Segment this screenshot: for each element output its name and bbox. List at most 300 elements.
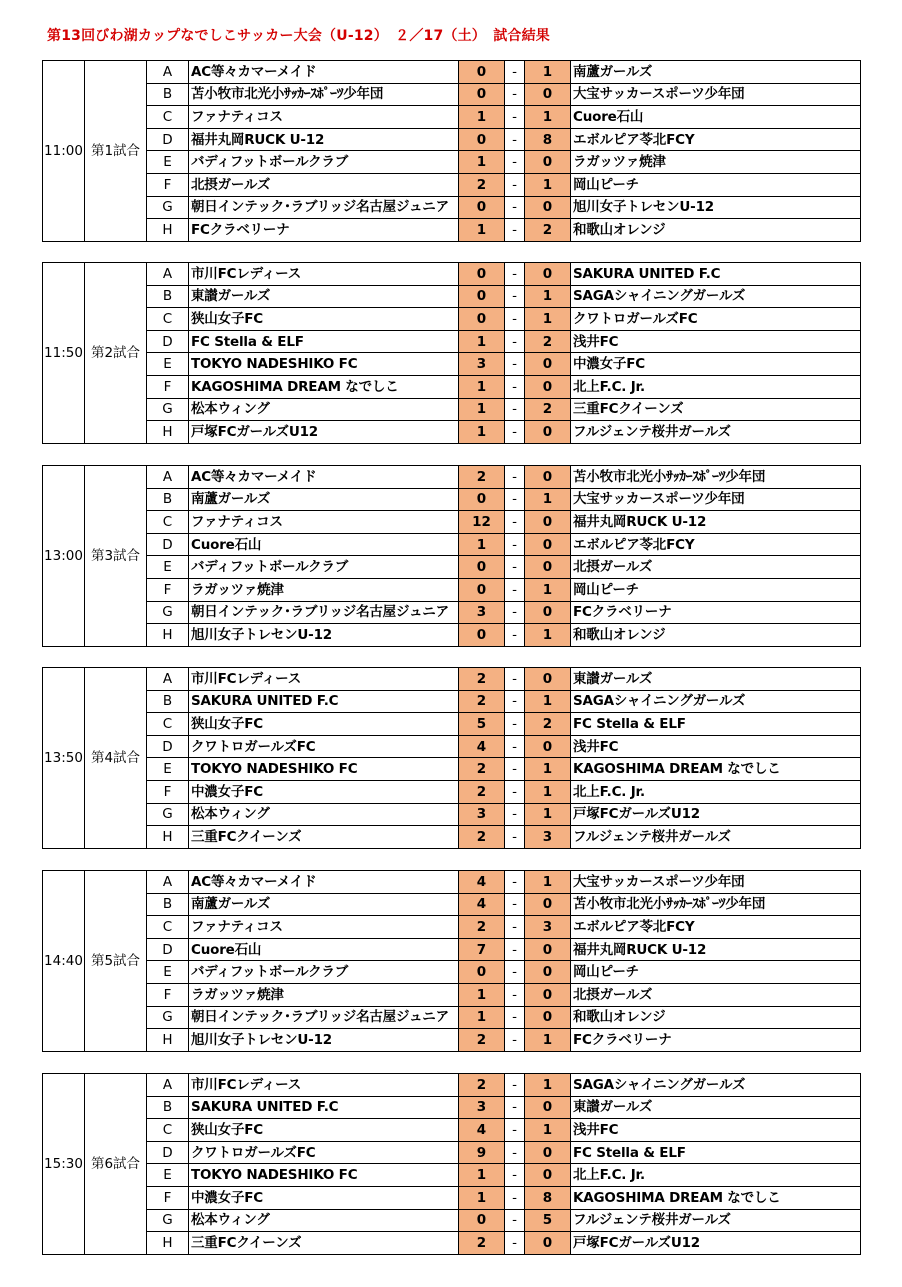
away-score: 1 [525, 758, 571, 781]
round-label: 第1試合 [85, 61, 147, 242]
match-row [43, 173, 861, 196]
score-separator: - [505, 1096, 525, 1119]
group-letter: E [147, 758, 189, 781]
home-score: 1 [459, 1164, 505, 1187]
away-team: 戸塚FCガールズU12 [571, 1232, 861, 1255]
score-separator: - [505, 1006, 525, 1029]
home-score: 0 [459, 128, 505, 151]
group-letter: F [147, 578, 189, 601]
match-row [43, 1119, 861, 1142]
away-score: 1 [525, 488, 571, 511]
away-team: 大宝サッカースポーツ少年団 [571, 83, 861, 106]
match-row [43, 375, 861, 398]
home-score: 2 [459, 1232, 505, 1255]
home-team: 朝日インテック･ラブリッジ名古屋ジュニア [189, 601, 459, 624]
score-separator: - [505, 263, 525, 286]
home-score: 2 [459, 758, 505, 781]
kickoff-time: 14:40 [43, 871, 85, 1052]
home-score: 0 [459, 1209, 505, 1232]
score-separator: - [505, 353, 525, 376]
group-letter: D [147, 1141, 189, 1164]
home-team: 中濃女子FC [189, 780, 459, 803]
round-table [42, 465, 861, 647]
away-score: 0 [525, 735, 571, 758]
home-team: 三重FCクイーンズ [189, 1232, 459, 1255]
home-team: 苫小牧市北光小ｻｯｶｰｽﾎﾟｰﾂ少年団 [189, 83, 459, 106]
away-score: 1 [525, 578, 571, 601]
score-separator: - [505, 578, 525, 601]
match-row [43, 556, 861, 579]
away-team: 苫小牧市北光小ｻｯｶｰｽﾎﾟｰﾂ少年団 [571, 893, 861, 916]
away-team: FCクラベリーナ [571, 601, 861, 624]
away-team: エボルピア苓北FCY [571, 533, 861, 556]
group-letter: F [147, 375, 189, 398]
match-row [43, 803, 861, 826]
away-score: 1 [525, 624, 571, 647]
away-score: 1 [525, 106, 571, 129]
away-score: 1 [525, 1119, 571, 1142]
group-letter: C [147, 713, 189, 736]
away-team: KAGOSHIMA DREAM なでしこ [571, 1186, 861, 1209]
away-team: エボルピア苓北FCY [571, 916, 861, 939]
home-team: 旭川女子トレセンU-12 [189, 1029, 459, 1052]
away-score: 2 [525, 713, 571, 736]
match-row [43, 713, 861, 736]
away-team: SAKURA UNITED F.C [571, 263, 861, 286]
away-score: 0 [525, 556, 571, 579]
home-team: ファナティコス [189, 106, 459, 129]
score-separator: - [505, 61, 525, 84]
home-team: 福井丸岡RUCK U-12 [189, 128, 459, 151]
away-score: 1 [525, 1074, 571, 1097]
away-score: 8 [525, 128, 571, 151]
away-team: 戸塚FCガールズU12 [571, 803, 861, 826]
away-team: SAGAシャイニングガールズ [571, 285, 861, 308]
home-score: 0 [459, 285, 505, 308]
match-row [43, 488, 861, 511]
score-separator: - [505, 1164, 525, 1187]
match-row [43, 353, 861, 376]
round-label: 第4試合 [85, 668, 147, 849]
away-team: 浅井FC [571, 1119, 861, 1142]
match-row [43, 285, 861, 308]
away-score: 3 [525, 916, 571, 939]
score-separator: - [505, 735, 525, 758]
home-score: 2 [459, 916, 505, 939]
home-score: 0 [459, 83, 505, 106]
match-row [43, 151, 861, 174]
away-score: 1 [525, 308, 571, 331]
group-letter: B [147, 690, 189, 713]
home-score: 2 [459, 668, 505, 691]
away-score: 1 [525, 1029, 571, 1052]
away-team: Cuore石山 [571, 106, 861, 129]
score-separator: - [505, 466, 525, 489]
home-score: 1 [459, 983, 505, 1006]
home-score: 1 [459, 106, 505, 129]
group-letter: B [147, 83, 189, 106]
score-separator: - [505, 1119, 525, 1142]
away-team: 浅井FC [571, 330, 861, 353]
group-letter: H [147, 421, 189, 444]
away-team: 中濃女子FC [571, 353, 861, 376]
away-team: フルジェンテ桜井ガールズ [571, 826, 861, 849]
score-separator: - [505, 488, 525, 511]
home-score: 1 [459, 375, 505, 398]
home-team: TOKYO NADESHIKO FC [189, 353, 459, 376]
score-separator: - [505, 375, 525, 398]
away-team: 北上F.C. Jr. [571, 375, 861, 398]
group-letter: G [147, 196, 189, 219]
match-row [43, 758, 861, 781]
home-team: FC Stella & ELF [189, 330, 459, 353]
match-row [43, 1164, 861, 1187]
group-letter: H [147, 624, 189, 647]
match-row [43, 916, 861, 939]
home-team: 三重FCクイーンズ [189, 826, 459, 849]
away-score: 1 [525, 285, 571, 308]
match-row [43, 780, 861, 803]
group-letter: D [147, 735, 189, 758]
away-team: 岡山ピーチ [571, 961, 861, 984]
match-row [43, 1232, 861, 1255]
group-letter: A [147, 1074, 189, 1097]
score-separator: - [505, 83, 525, 106]
match-row [43, 893, 861, 916]
group-letter: G [147, 601, 189, 624]
home-team: バディフットボールクラブ [189, 961, 459, 984]
score-separator: - [505, 285, 525, 308]
home-team: 市川FCレディース [189, 668, 459, 691]
home-team: 南蘆ガールズ [189, 893, 459, 916]
home-team: Cuore石山 [189, 533, 459, 556]
group-letter: G [147, 1209, 189, 1232]
home-team: 北摂ガールズ [189, 173, 459, 196]
home-team: FCクラベリーナ [189, 219, 459, 242]
score-separator: - [505, 196, 525, 219]
group-letter: D [147, 330, 189, 353]
home-score: 0 [459, 488, 505, 511]
group-letter: H [147, 826, 189, 849]
home-team: 市川FCレディース [189, 263, 459, 286]
away-score: 0 [525, 1006, 571, 1029]
home-team: 松本ウィング [189, 1209, 459, 1232]
group-letter: E [147, 1164, 189, 1187]
score-separator: - [505, 1232, 525, 1255]
home-team: クワトロガールズFC [189, 735, 459, 758]
score-separator: - [505, 1186, 525, 1209]
round-table [42, 60, 861, 242]
match-row [43, 961, 861, 984]
score-separator: - [505, 690, 525, 713]
score-separator: - [505, 173, 525, 196]
home-score: 4 [459, 735, 505, 758]
match-row [43, 1074, 861, 1097]
home-score: 2 [459, 173, 505, 196]
score-separator: - [505, 871, 525, 894]
group-letter: G [147, 398, 189, 421]
match-row [43, 624, 861, 647]
away-score: 2 [525, 330, 571, 353]
home-team: ファナティコス [189, 916, 459, 939]
score-separator: - [505, 533, 525, 556]
group-letter: C [147, 1119, 189, 1142]
match-row [43, 466, 861, 489]
away-team: FCクラベリーナ [571, 1029, 861, 1052]
match-row [43, 263, 861, 286]
away-team: 和歌山オレンジ [571, 624, 861, 647]
away-team: 福井丸岡RUCK U-12 [571, 938, 861, 961]
away-team: 東讃ガールズ [571, 1096, 861, 1119]
away-team: 苫小牧市北光小ｻｯｶｰｽﾎﾟｰﾂ少年団 [571, 466, 861, 489]
away-team: クワトロガールズFC [571, 308, 861, 331]
match-row [43, 871, 861, 894]
round-table [42, 870, 861, 1052]
away-score: 0 [525, 375, 571, 398]
away-score: 0 [525, 668, 571, 691]
away-score: 0 [525, 151, 571, 174]
home-score: 7 [459, 938, 505, 961]
group-letter: D [147, 533, 189, 556]
home-score: 1 [459, 219, 505, 242]
group-letter: E [147, 961, 189, 984]
away-team: SAGAシャイニングガールズ [571, 1074, 861, 1097]
away-team: 福井丸岡RUCK U-12 [571, 511, 861, 534]
away-score: 0 [525, 893, 571, 916]
home-score: 1 [459, 330, 505, 353]
round-label: 第5試合 [85, 871, 147, 1052]
group-letter: E [147, 151, 189, 174]
home-team: 松本ウィング [189, 803, 459, 826]
score-separator: - [505, 330, 525, 353]
score-separator: - [505, 916, 525, 939]
home-team: 朝日インテック･ラブリッジ名古屋ジュニア [189, 1006, 459, 1029]
away-team: SAGAシャイニングガールズ [571, 690, 861, 713]
score-separator: - [505, 151, 525, 174]
home-team: 狭山女子FC [189, 713, 459, 736]
group-letter: E [147, 556, 189, 579]
score-separator: - [505, 128, 525, 151]
group-letter: C [147, 308, 189, 331]
away-team: FC Stella & ELF [571, 713, 861, 736]
away-team: 浅井FC [571, 735, 861, 758]
home-score: 2 [459, 826, 505, 849]
match-row [43, 511, 861, 534]
home-team: 中濃女子FC [189, 1186, 459, 1209]
group-letter: C [147, 916, 189, 939]
match-row [43, 1141, 861, 1164]
home-score: 1 [459, 421, 505, 444]
away-score: 0 [525, 1232, 571, 1255]
home-team: SAKURA UNITED F.C [189, 1096, 459, 1119]
home-score: 0 [459, 578, 505, 601]
group-letter: C [147, 511, 189, 534]
home-team: AC等々カマーメイド [189, 871, 459, 894]
score-separator: - [505, 1074, 525, 1097]
group-letter: G [147, 1006, 189, 1029]
away-team: FC Stella & ELF [571, 1141, 861, 1164]
score-separator: - [505, 601, 525, 624]
group-letter: F [147, 1186, 189, 1209]
away-team: 和歌山オレンジ [571, 219, 861, 242]
match-row [43, 690, 861, 713]
home-team: ラガッツァ焼津 [189, 983, 459, 1006]
away-team: フルジェンテ桜井ガールズ [571, 1209, 861, 1232]
away-team: ラガッツァ焼津 [571, 151, 861, 174]
away-score: 0 [525, 511, 571, 534]
round-table [42, 262, 861, 444]
group-letter: B [147, 893, 189, 916]
home-score: 2 [459, 1029, 505, 1052]
away-team: 北摂ガールズ [571, 556, 861, 579]
home-score: 5 [459, 713, 505, 736]
match-row [43, 196, 861, 219]
match-row [43, 421, 861, 444]
home-score: 3 [459, 1096, 505, 1119]
away-score: 5 [525, 1209, 571, 1232]
score-separator: - [505, 780, 525, 803]
away-team: 旭川女子トレセンU-12 [571, 196, 861, 219]
score-separator: - [505, 826, 525, 849]
home-score: 0 [459, 61, 505, 84]
away-score: 1 [525, 61, 571, 84]
away-score: 0 [525, 1164, 571, 1187]
home-team: Cuore石山 [189, 938, 459, 961]
home-score: 1 [459, 151, 505, 174]
group-letter: F [147, 983, 189, 1006]
group-letter: H [147, 1232, 189, 1255]
home-score: 1 [459, 1186, 505, 1209]
away-score: 8 [525, 1186, 571, 1209]
score-separator: - [505, 668, 525, 691]
home-score: 4 [459, 893, 505, 916]
score-separator: - [505, 511, 525, 534]
group-letter: B [147, 488, 189, 511]
group-letter: A [147, 263, 189, 286]
away-score: 0 [525, 938, 571, 961]
home-score: 0 [459, 196, 505, 219]
match-row [43, 83, 861, 106]
away-score: 2 [525, 398, 571, 421]
round-label: 第2試合 [85, 263, 147, 444]
home-score: 4 [459, 871, 505, 894]
home-score: 12 [459, 511, 505, 534]
group-letter: A [147, 871, 189, 894]
kickoff-time: 13:00 [43, 466, 85, 647]
score-separator: - [505, 1029, 525, 1052]
home-score: 3 [459, 803, 505, 826]
home-team: バディフットボールクラブ [189, 556, 459, 579]
home-score: 1 [459, 533, 505, 556]
away-team: 東讃ガールズ [571, 668, 861, 691]
match-row [43, 398, 861, 421]
home-score: 3 [459, 601, 505, 624]
match-row [43, 735, 861, 758]
home-score: 4 [459, 1119, 505, 1142]
home-team: AC等々カマーメイド [189, 61, 459, 84]
score-separator: - [505, 219, 525, 242]
home-team: クワトロガールズFC [189, 1141, 459, 1164]
score-separator: - [505, 398, 525, 421]
score-separator: - [505, 758, 525, 781]
match-row [43, 330, 861, 353]
away-score: 0 [525, 196, 571, 219]
away-team: エボルピア苓北FCY [571, 128, 861, 151]
away-team: 大宝サッカースポーツ少年団 [571, 871, 861, 894]
away-score: 0 [525, 983, 571, 1006]
score-separator: - [505, 893, 525, 916]
score-separator: - [505, 961, 525, 984]
home-score: 9 [459, 1141, 505, 1164]
away-score: 0 [525, 1141, 571, 1164]
home-team: 戸塚FCガールズU12 [189, 421, 459, 444]
group-letter: B [147, 1096, 189, 1119]
away-score: 0 [525, 421, 571, 444]
home-score: 0 [459, 556, 505, 579]
kickoff-time: 15:30 [43, 1074, 85, 1255]
away-score: 0 [525, 263, 571, 286]
home-score: 1 [459, 1006, 505, 1029]
home-team: TOKYO NADESHIKO FC [189, 1164, 459, 1187]
home-team: 旭川女子トレセンU-12 [189, 624, 459, 647]
home-team: ラガッツァ焼津 [189, 578, 459, 601]
away-score: 2 [525, 219, 571, 242]
group-letter: A [147, 61, 189, 84]
group-letter: G [147, 803, 189, 826]
home-team: 東讃ガールズ [189, 285, 459, 308]
match-row [43, 1029, 861, 1052]
match-row [43, 668, 861, 691]
match-row [43, 826, 861, 849]
score-separator: - [505, 1209, 525, 1232]
round-table [42, 667, 861, 849]
home-score: 0 [459, 624, 505, 647]
away-score: 0 [525, 466, 571, 489]
away-team: 三重FCクイーンズ [571, 398, 861, 421]
score-separator: - [505, 106, 525, 129]
home-team: 南蘆ガールズ [189, 488, 459, 511]
away-score: 1 [525, 871, 571, 894]
kickoff-time: 11:00 [43, 61, 85, 242]
match-row [43, 1186, 861, 1209]
score-separator: - [505, 938, 525, 961]
match-row [43, 308, 861, 331]
kickoff-time: 13:50 [43, 668, 85, 849]
home-score: 2 [459, 1074, 505, 1097]
match-row [43, 1096, 861, 1119]
group-letter: F [147, 780, 189, 803]
home-score: 0 [459, 961, 505, 984]
round-label: 第3試合 [85, 466, 147, 647]
group-letter: B [147, 285, 189, 308]
away-score: 0 [525, 83, 571, 106]
score-separator: - [505, 556, 525, 579]
group-letter: E [147, 353, 189, 376]
home-team: TOKYO NADESHIKO FC [189, 758, 459, 781]
away-team: 岡山ピーチ [571, 578, 861, 601]
round-label: 第6試合 [85, 1074, 147, 1255]
group-letter: F [147, 173, 189, 196]
away-score: 3 [525, 826, 571, 849]
match-row [43, 1209, 861, 1232]
match-row [43, 61, 861, 84]
home-team: 市川FCレディース [189, 1074, 459, 1097]
away-score: 0 [525, 961, 571, 984]
home-team: 朝日インテック･ラブリッジ名古屋ジュニア [189, 196, 459, 219]
away-team: KAGOSHIMA DREAM なでしこ [571, 758, 861, 781]
score-separator: - [505, 803, 525, 826]
home-team: 狭山女子FC [189, 308, 459, 331]
